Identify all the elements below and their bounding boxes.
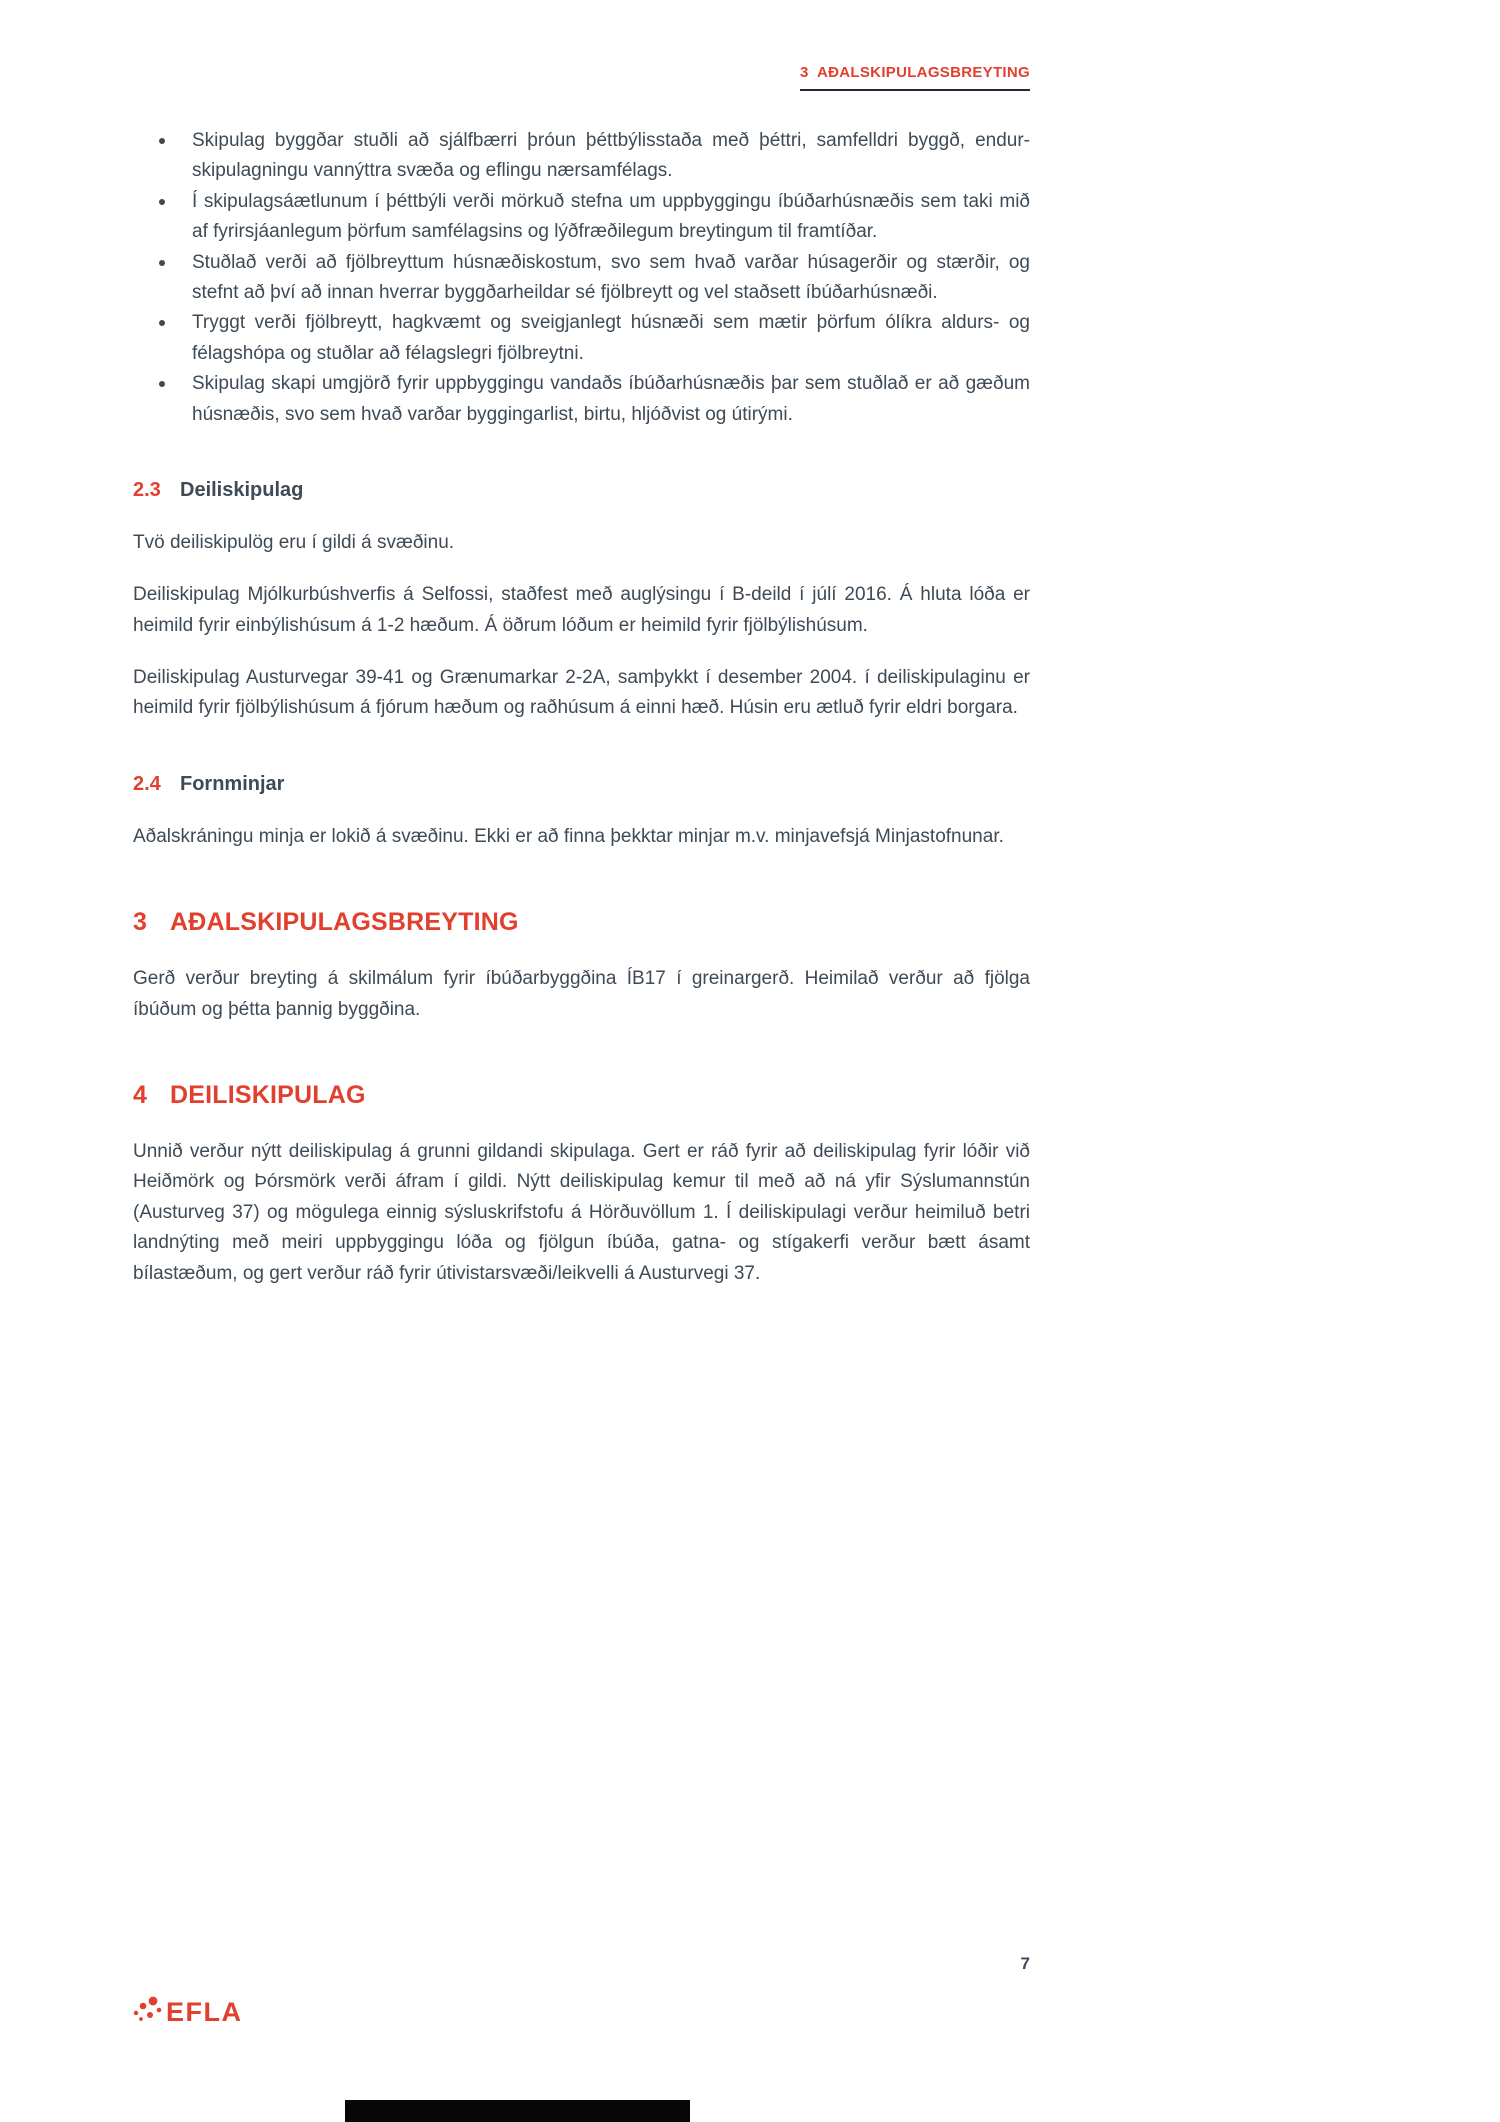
section-number: 3 bbox=[133, 908, 148, 937]
bullet-item bbox=[133, 187, 1030, 248]
bullet-list bbox=[133, 126, 1030, 430]
bullet-item bbox=[133, 369, 1030, 430]
bullet-item bbox=[133, 308, 1030, 369]
bullet-icon bbox=[159, 199, 165, 205]
paragraph: Tvö deiliskipulög eru í gildi á svæðinu. bbox=[133, 531, 455, 553]
bullet-text: Tryggt verði fjölbreytt, hagkvæmt og sveigjanlegt húsnæði sem mætir þörfum ólíkra aldurs- og félagshópa og stuðlar að félagslegri fjölbreytni. bbox=[192, 312, 1030, 364]
bottom-dark-strip bbox=[345, 2100, 690, 2122]
section-title: AÐALSKIPULAGSBREYTING bbox=[170, 908, 519, 937]
section-number: 4 bbox=[133, 1081, 148, 1110]
section-number: 2.4 bbox=[133, 772, 161, 795]
section-title: DEILISKIPULAG bbox=[170, 1081, 366, 1110]
bullet-item bbox=[133, 126, 1030, 187]
page-number: 7 bbox=[1020, 1954, 1030, 1973]
logo-dots bbox=[134, 1997, 162, 2021]
paragraph: Unnið verður nýtt deiliskipulag á grunni gildandi skipulaga. Gert er ráð fyrir að deiliskipulag fyrir lóðir við Heiðmörk og Þórsmörk verði áfram í gildi. Nýtt deiliskipulag kemur til með að ná yfir Sýslumannstún (Austurveg 37) og mögulega einnig sýsluskrifstofu á Hörðuvöllum 1. Í deiliskipulagi verður heimiluð betri landnýting með meiri uppbyggingu lóða og fjölgun íbúða, gatna- og stígakerfi verður bætt ásamt bílastæðum, og gert verður ráð fyrir útivistarsvæði/leikvelli á Austurvegi 37. bbox=[133, 1141, 1030, 1284]
section-heading-deiliskipulag bbox=[133, 474, 1030, 506]
bullet-icon bbox=[159, 260, 165, 266]
section-title: Deiliskipulag bbox=[180, 478, 304, 501]
bullet-item bbox=[133, 248, 1030, 309]
section-heading-deiliskipulag-nytt bbox=[133, 1075, 1030, 1115]
paragraph: Deiliskipulag Austurvegar 39-41 og Grænumarkar 2-2A, samþykkt í desember 2004. í deiliskipulaginu er heimild fyrir fjölbýlishúsum á fjórum hæðum og raðhúsum á einni hæð. Húsin eru ætluð fyrir eldri borgara. bbox=[133, 667, 1030, 719]
paragraph: Gerð verður breyting á skilmálum fyrir íbúðarbyggðina ÍB17 í greinargerð. Heimilað verður að fjölga íbúðum og þétta þannig byggðina. bbox=[133, 968, 1030, 1020]
bullet-text: Skipulag byggðar stuðli að sjálfbærri þróun þéttbýlisstaða með þéttri, samfelldri byggð, endurskipulagningu vannýttra svæða og eflingu nærsamfélags. bbox=[192, 130, 1030, 182]
bullet-text: Stuðlað verði að fjölbreyttum húsnæðiskostum, svo sem hvað varðar húsagerðir og stærðir, og stefnt að því að innan hverrar byggðarheildar sé fjölbreytt og vel staðsett íbúðarhúsnæði. bbox=[192, 251, 1030, 303]
bullet-icon bbox=[159, 320, 165, 326]
section-title: Fornminjar bbox=[180, 772, 285, 795]
bullet-text: Skipulag skapi umgjörð fyrir uppbyggingu vandaðs íbúðarhúsnæðis þar sem stuðlað er að gæðum húsnæðis, svo sem hvað varðar byggingarlist, birtu, hljóðvist og útirými. bbox=[192, 373, 1030, 425]
section-heading-fornminjar bbox=[133, 768, 1030, 800]
bullet-icon bbox=[159, 138, 165, 144]
efla-logo-graphic bbox=[128, 1988, 258, 2034]
section-number: 2.3 bbox=[133, 478, 161, 501]
paragraph: Aðalskráningu minja er lokið á svæðinu. Ekki er að finna þekktar minjar m.v. minjavefsjá Minjastofnunar. bbox=[133, 825, 1004, 847]
efla-logo bbox=[128, 1988, 258, 2039]
paragraph: Deiliskipulag Mjólkurbúshverfis á Selfossi, staðfest með auglýsingu í B-deild í júlí 2016. Á hluta lóða er heimild fyrir einbýlishúsum á 1-2 hæðum. Á öðrum lóðum er heimild fyrir fjölbýlishúsum. bbox=[133, 584, 1030, 636]
bullet-text: Í skipulagsáætlunum í þéttbýli verði mörkuð stefna um uppbyggingu íbúðarhúsnæðis sem taki mið af fyrirsjáanlegum þörfum samfélagsins og lýðfræðilegum breytingum til framtíðar. bbox=[192, 190, 1030, 243]
section-heading-adalskipulagsbreyting bbox=[133, 902, 1030, 942]
efla-logo-text: EFLA bbox=[166, 1997, 243, 2027]
running-header: 3 AÐALSKIPULAGSBREYTING bbox=[800, 64, 1030, 91]
bullet-icon bbox=[159, 381, 165, 387]
page-content bbox=[133, 0, 1030, 1289]
